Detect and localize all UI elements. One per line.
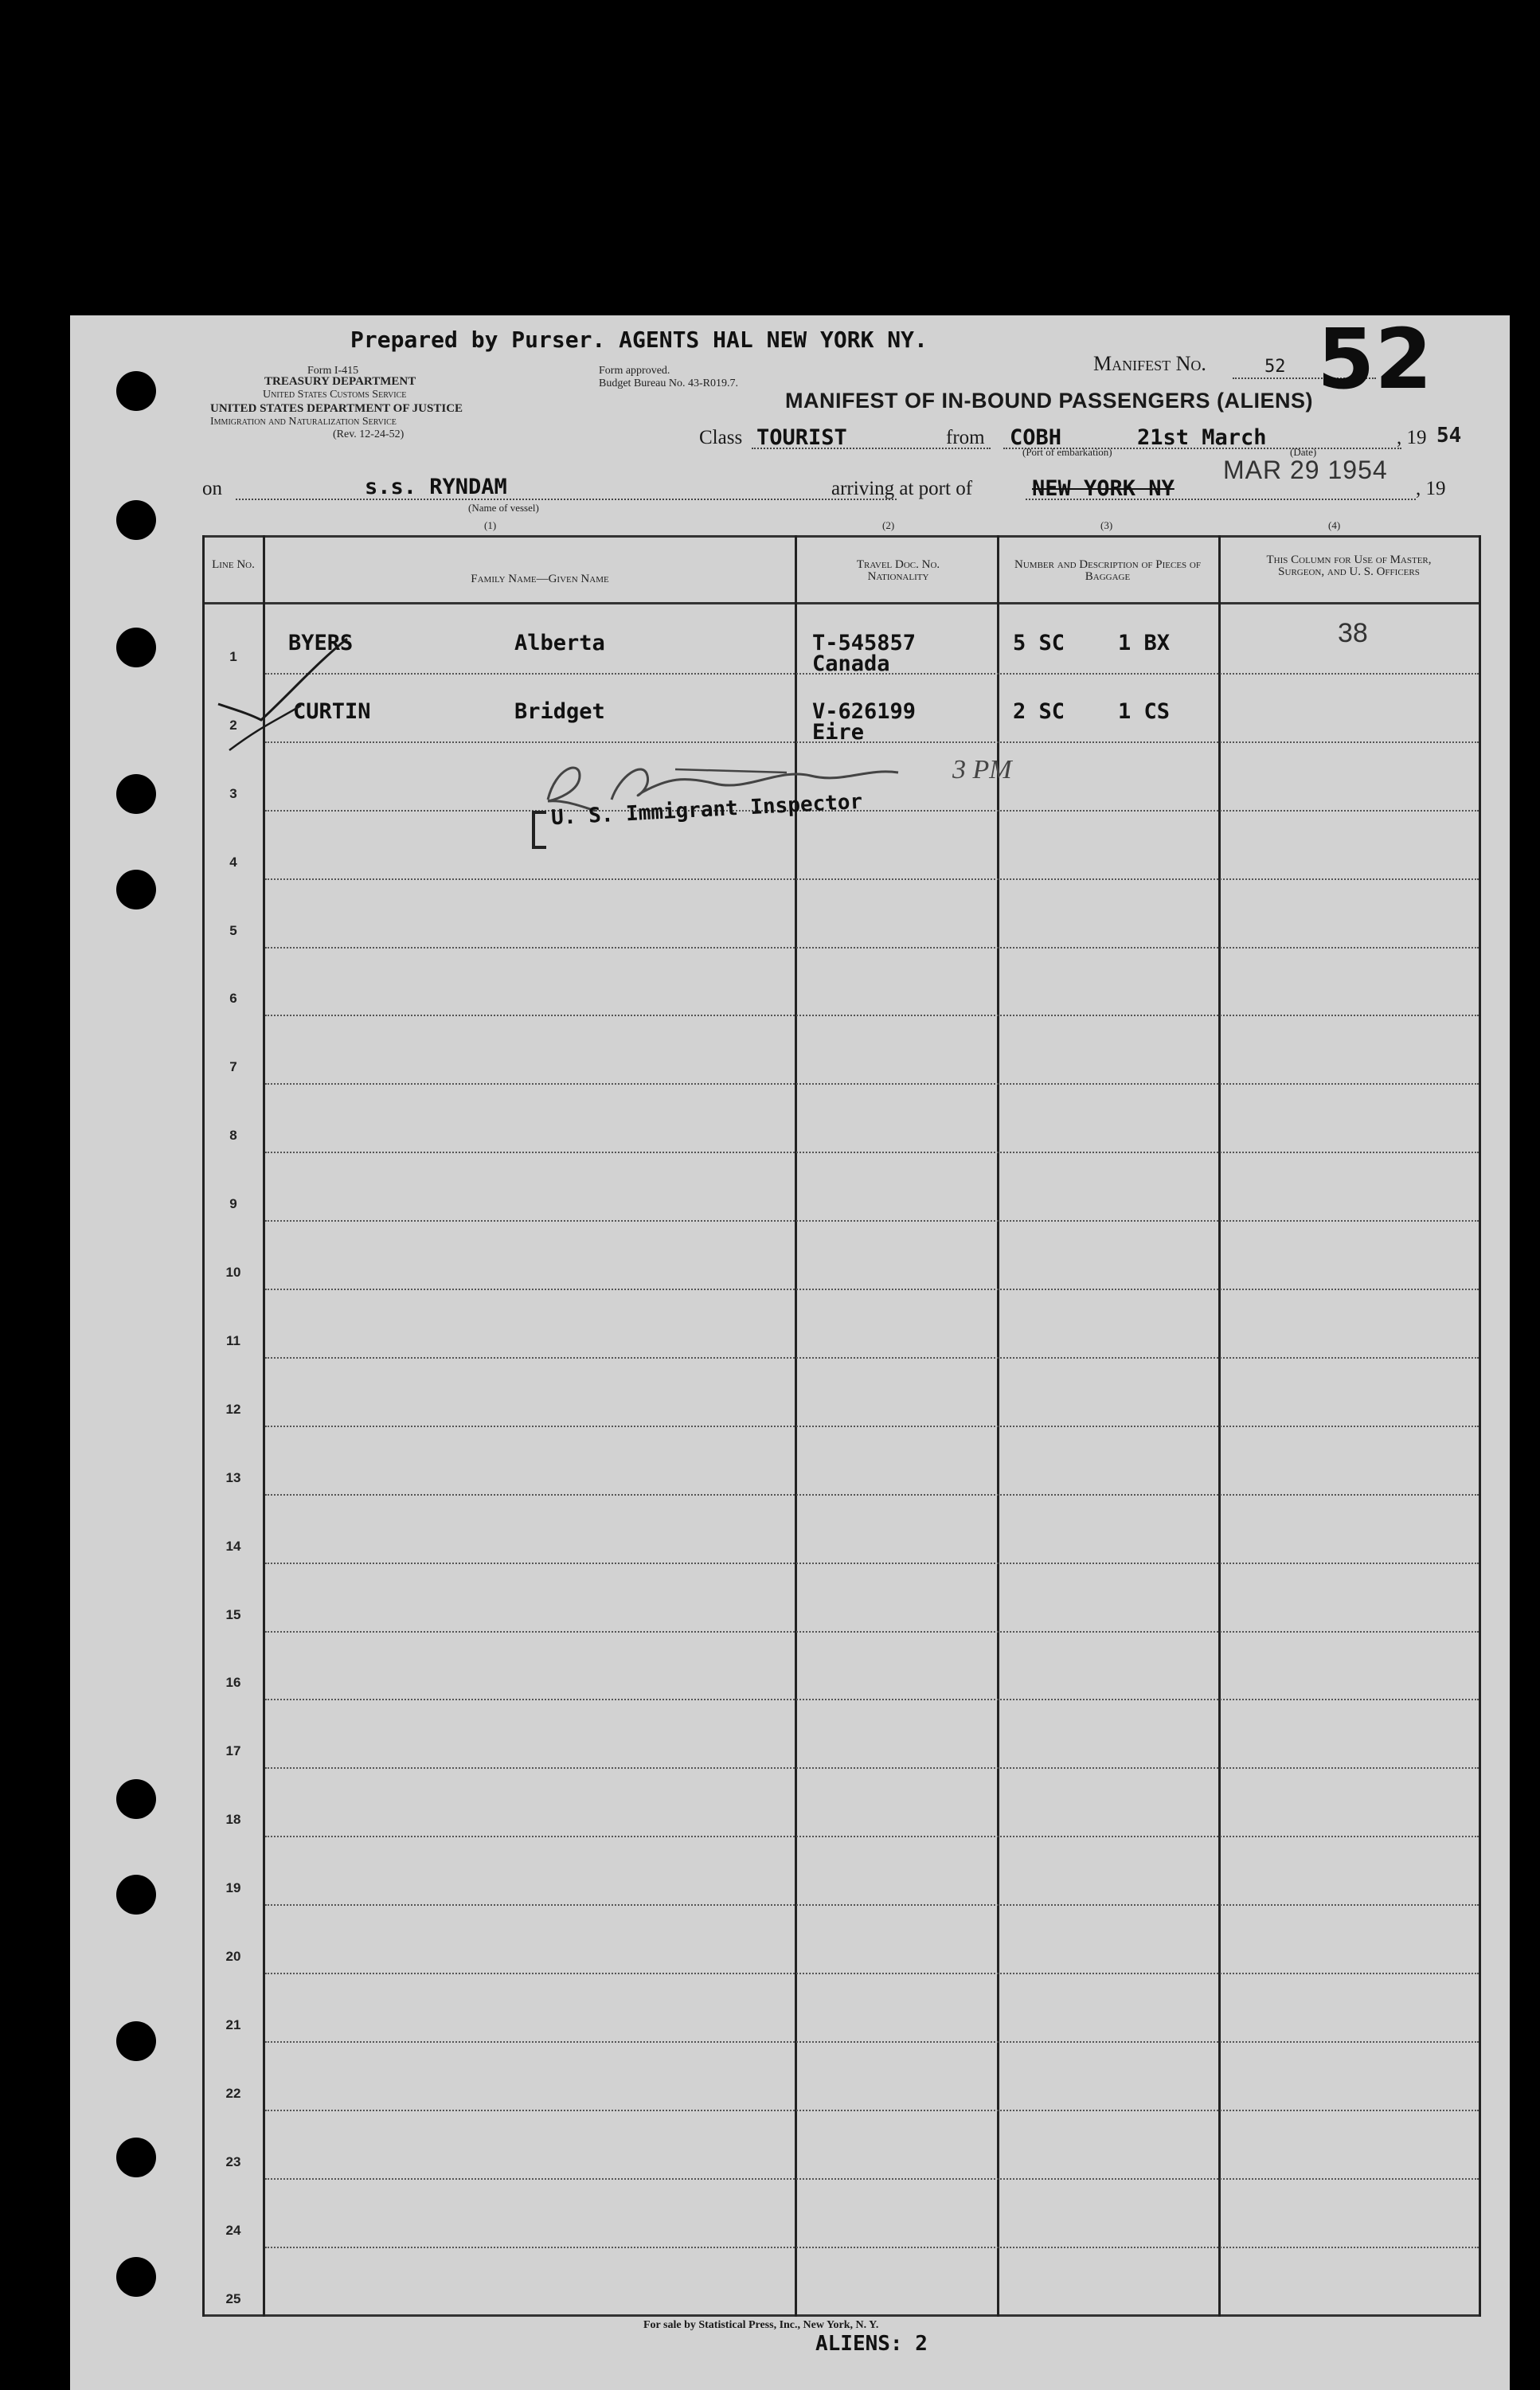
binder-hole	[116, 774, 156, 814]
year-prefix: , 19	[1397, 427, 1427, 448]
row-number: 23	[225, 2153, 241, 2169]
revision-note: (Rev. 12-24-52)	[333, 428, 405, 440]
on-label: on	[202, 478, 222, 499]
class-value: TOURIST	[756, 425, 847, 450]
manifest-no-label: Manifest No.	[1093, 352, 1206, 375]
manifest-no-stamped: 52	[1317, 311, 1433, 408]
vessel-name: s.s. RYNDAM	[365, 475, 507, 499]
row-number: 21	[225, 2016, 241, 2032]
arrival-line	[1026, 499, 1416, 500]
row-rule	[265, 1904, 1479, 1906]
baggage-suitcases: 5 SC	[1013, 631, 1065, 655]
row-rule	[265, 2110, 1479, 2111]
aliens-total: ALIENS: 2	[815, 2332, 928, 2356]
caption-num-3: (3)	[1100, 519, 1113, 531]
bleed-through-text	[659, 1230, 663, 1247]
col-header-baggage: Number and Description of Pieces of Baggage	[1014, 558, 1201, 583]
treasury-department: TREASURY DEPARTMENT	[264, 375, 416, 388]
year-value: 54	[1436, 424, 1462, 448]
row-rule	[265, 1767, 1479, 1769]
row-number: 14	[225, 1538, 241, 1554]
row-number: 19	[225, 1880, 241, 1896]
row-rule	[265, 2247, 1479, 2248]
given-name: Alberta	[514, 631, 605, 655]
port-caption: (Port of embarkation)	[1022, 446, 1112, 458]
table-header-rule	[202, 602, 1481, 604]
nationality: Canada	[812, 651, 890, 676]
arriving-label: arriving at port of	[831, 478, 973, 499]
row-rule	[265, 741, 1479, 743]
row-number: 22	[225, 2085, 241, 2101]
caption-num-1: (1)	[484, 519, 497, 531]
given-name: Bridget	[514, 699, 605, 724]
arrival-port: NEW YORK NY	[1032, 476, 1175, 501]
row-rule	[265, 947, 1479, 949]
baggage-other: 1 BX	[1118, 631, 1171, 655]
arrival-date-stamp: MAR 29 1954	[1223, 456, 1388, 484]
row-number: 9	[229, 1196, 237, 1212]
family-name: CURTIN	[293, 699, 371, 724]
row-rule	[265, 1152, 1479, 1153]
row-rule	[265, 1426, 1479, 1427]
binder-hole	[116, 1875, 156, 1915]
row-number: 3	[229, 785, 237, 801]
row-number: 12	[225, 1401, 241, 1417]
manifest-sheet	[70, 311, 1510, 2390]
col-header-line-no: Line No.	[212, 558, 255, 571]
table-right-border	[1479, 535, 1481, 2317]
embarkation-date: 21st March	[1137, 425, 1267, 450]
col-header-name: Family Name—Given Name	[471, 573, 609, 585]
embarkation-port: COBH	[1010, 425, 1062, 450]
year-suffix: , 19	[1416, 478, 1446, 499]
immigration-service: Immigration and Naturalization Service	[210, 416, 397, 428]
row-rule	[265, 1289, 1479, 1290]
row-rule	[265, 1015, 1479, 1016]
table-top-rule	[202, 535, 1481, 538]
date-caption: (Date)	[1290, 446, 1317, 458]
row-rule	[265, 1631, 1479, 1633]
justice-department: UNITED STATES DEPARTMENT OF JUSTICE	[210, 402, 463, 415]
customs-service: United States Customs Service	[263, 389, 407, 401]
row-number: 8	[229, 1128, 237, 1144]
travel-doc-number: V-626199	[812, 699, 917, 724]
row-rule	[265, 2178, 1479, 2180]
signature-time: 3 PM	[952, 755, 1012, 784]
binder-hole	[116, 371, 156, 411]
row-rule	[265, 1494, 1479, 1496]
vessel-line	[236, 499, 897, 500]
nationality: Eire	[812, 720, 865, 745]
row-number: 16	[225, 1675, 241, 1691]
binder-hole	[116, 2257, 156, 2297]
row-rule	[265, 1083, 1479, 1085]
binder-hole	[116, 500, 156, 540]
row-rule	[265, 1357, 1479, 1359]
row-rule	[265, 1563, 1479, 1564]
table-bottom-rule	[202, 2314, 1481, 2317]
col-header-officers: This Column for Use of Master, Surgeon, and U. S. Officers	[1266, 553, 1432, 578]
row-number: 15	[225, 1606, 241, 1622]
row-number: 4	[229, 854, 237, 870]
prepared-by-line: Prepared by Purser. AGENTS HAL NEW YORK NY.	[350, 327, 928, 353]
travel-doc-number: T-545857	[812, 631, 917, 655]
row-number: 11	[226, 1332, 240, 1348]
binder-hole	[116, 628, 156, 667]
row-number: 20	[225, 1949, 241, 1964]
row-rule	[265, 1836, 1479, 1837]
vessel-caption: (Name of vessel)	[468, 502, 539, 514]
manifest-no-typed: 52	[1264, 357, 1286, 377]
baggage-other: 1 CS	[1118, 699, 1171, 724]
row-number: 1	[229, 648, 237, 664]
row-number: 7	[229, 1059, 237, 1075]
col-header-travel-doc: Travel Doc. No. Nationality	[856, 558, 940, 583]
row-rule	[265, 1220, 1479, 1222]
family-name: BYERS	[288, 631, 354, 655]
row-number: 18	[225, 1812, 241, 1828]
row-rule	[265, 878, 1479, 880]
inspector-stamp: U. S. Immigrant Inspector	[550, 789, 863, 831]
row-rule	[265, 1699, 1479, 1700]
budget-bureau: Budget Bureau No. 43-R019.7.	[599, 377, 738, 389]
row-number: 6	[229, 991, 237, 1007]
row-number: 17	[225, 1743, 241, 1759]
baggage-suitcases: 2 SC	[1013, 699, 1065, 724]
caption-num-4: (4)	[1328, 519, 1341, 531]
caption-num-2: (2)	[882, 519, 895, 531]
row-number: 24	[225, 2222, 241, 2238]
class-label: Class	[699, 427, 743, 448]
from-label: from	[946, 427, 985, 448]
row-rule	[265, 1973, 1479, 1974]
printer-line: For sale by Statistical Press, Inc., New York, N. Y.	[643, 2319, 879, 2331]
row-number: 10	[225, 1265, 241, 1280]
manifest-title: MANIFEST OF IN-BOUND PASSENGERS (ALIENS)	[785, 389, 1314, 413]
stamp-bracket	[532, 811, 546, 849]
row-number: 2	[229, 717, 237, 733]
check-mark-icon	[213, 631, 357, 758]
binder-hole	[116, 2138, 156, 2177]
binder-hole	[116, 2021, 156, 2061]
row-number: 13	[225, 1469, 241, 1485]
officer-note: 38	[1338, 618, 1368, 648]
row-number: 25	[225, 2290, 241, 2306]
form-number: Form I-415	[307, 365, 359, 377]
table-left-border	[202, 535, 205, 2317]
binder-hole	[116, 870, 156, 909]
row-number: 5	[229, 922, 237, 938]
row-rule	[265, 2041, 1479, 2043]
form-approved: Form approved.	[599, 365, 670, 377]
binder-hole	[116, 1779, 156, 1819]
